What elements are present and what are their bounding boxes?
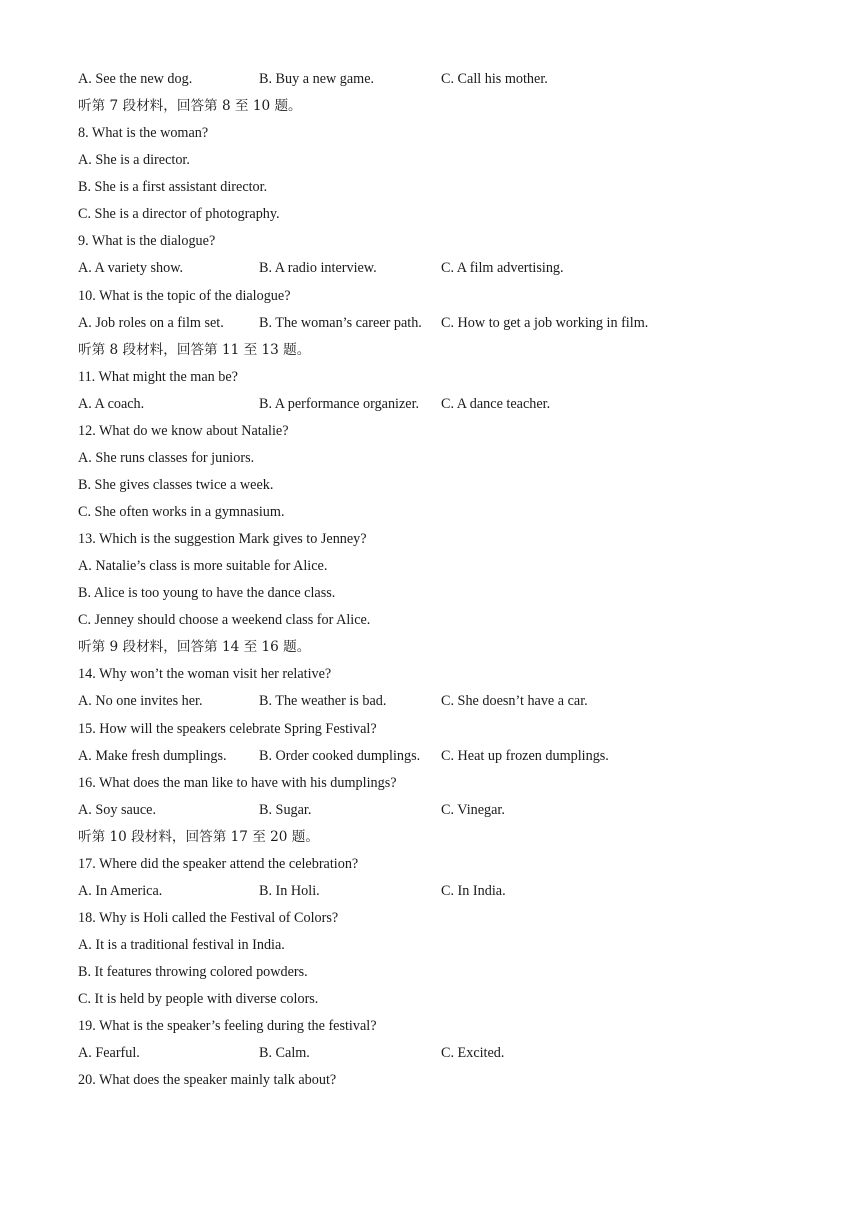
option-c: C. Vinegar. [441, 801, 505, 818]
question-text: 14. Why won’t the woman visit her relative? [78, 666, 332, 683]
answer-option: B. It features throwing colored powders. [78, 964, 308, 981]
section-instruction: 听第 8 段材料，回答第 11 至 13 题。 [78, 341, 311, 358]
option-b: B. Order cooked dumplings. [259, 747, 421, 764]
option-b: B. Sugar. [259, 801, 312, 818]
option-c: C. A dance teacher. [441, 395, 551, 412]
option-b: B. In Holi. [259, 882, 320, 899]
option-b: B. Calm. [259, 1045, 310, 1062]
answer-option: C. She is a director of photography. [78, 206, 280, 223]
question-text: 11. What might the man be? [78, 368, 238, 385]
option-b: B. Buy a new game. [259, 71, 375, 87]
option-a: A. See the new dog. [78, 71, 193, 87]
answer-option: A. She is a director. [78, 152, 190, 169]
option-c: C. Excited. [441, 1045, 505, 1062]
option-c: C. In India. [441, 882, 506, 899]
option-a: A. Soy sauce. [78, 801, 157, 818]
option-b: B. A radio interview. [259, 260, 377, 277]
option-a: A. Make fresh dumplings. [78, 747, 227, 764]
exam-page [78, 66, 798, 1094]
option-b: B. The woman’s career path. [259, 314, 422, 331]
question-text: 20. What does the speaker mainly talk about? [78, 1072, 337, 1089]
answer-option: B. She is a first assistant director. [78, 179, 268, 196]
answer-options-row [78, 255, 798, 282]
answer-options-row [78, 878, 798, 905]
answer-options-row [78, 391, 798, 418]
answer-options-row [78, 797, 798, 824]
question-text: 8. What is the woman? [78, 125, 209, 142]
option-c: C. Call his mother. [441, 71, 548, 87]
option-c: C. Heat up frozen dumplings. [441, 747, 609, 764]
option-b: B. The weather is bad. [259, 693, 387, 710]
answer-options-row [78, 743, 798, 770]
answer-option: A. It is a traditional festival in India. [78, 937, 285, 953]
option-a: A. A coach. [78, 395, 145, 412]
answer-option: C. She often works in a gymnasium. [78, 504, 285, 520]
option-c: C. How to get a job working in film. [441, 314, 649, 331]
answer-options-row [78, 1040, 798, 1067]
section-instruction: 听第 7 段材料，回答第 8 至 10 题。 [78, 98, 302, 115]
question-text: 13. Which is the suggestion Mark gives to Jenney? [78, 531, 367, 548]
option-a: A. No one invites her. [78, 693, 203, 710]
answer-options-row [78, 66, 798, 93]
question-text: 18. Why is Holi called the Festival of Colors? [78, 909, 339, 926]
option-a: A. In America. [78, 882, 163, 899]
question-text: 12. What do we know about Natalie? [78, 422, 289, 439]
question-text: 19. What is the speaker’s feeling during the festival? [78, 1018, 377, 1035]
option-b: B. A performance organizer. [259, 395, 420, 412]
option-a: A. Job roles on a film set. [78, 314, 224, 331]
option-a: A. A variety show. [78, 260, 184, 277]
section-instruction: 听第 10 段材料，回答第 17 至 20 题。 [78, 828, 319, 845]
answer-options-row [78, 310, 798, 337]
answer-options-row [78, 688, 798, 715]
question-text: 15. How will the speakers celebrate Spring Festival? [78, 720, 377, 737]
question-text: 17. Where did the speaker attend the celebration? [78, 855, 359, 872]
question-text: 9. What is the dialogue? [78, 233, 216, 250]
answer-option: B. She gives classes twice a week. [78, 476, 274, 493]
option-c: C. A film advertising. [441, 260, 564, 277]
answer-option: C. Jenney should choose a weekend class for Alice. [78, 612, 371, 629]
option-c: C. She doesn’t have a car. [441, 693, 588, 710]
option-a: A. Fearful. [78, 1045, 140, 1062]
answer-option: B. Alice is too young to have the dance class. [78, 585, 336, 602]
section-instruction: 听第 9 段材料，回答第 14 至 16 题。 [78, 639, 311, 656]
question-text: 16. What does the man like to have with his dumplings? [78, 774, 397, 791]
question-text: 10. What is the topic of the dialogue? [78, 287, 291, 304]
answer-option: C. It is held by people with diverse colors. [78, 991, 319, 1008]
answer-option: A. She runs classes for juniors. [78, 449, 255, 466]
answer-option: A. Natalie’s class is more suitable for Alice. [78, 558, 328, 575]
